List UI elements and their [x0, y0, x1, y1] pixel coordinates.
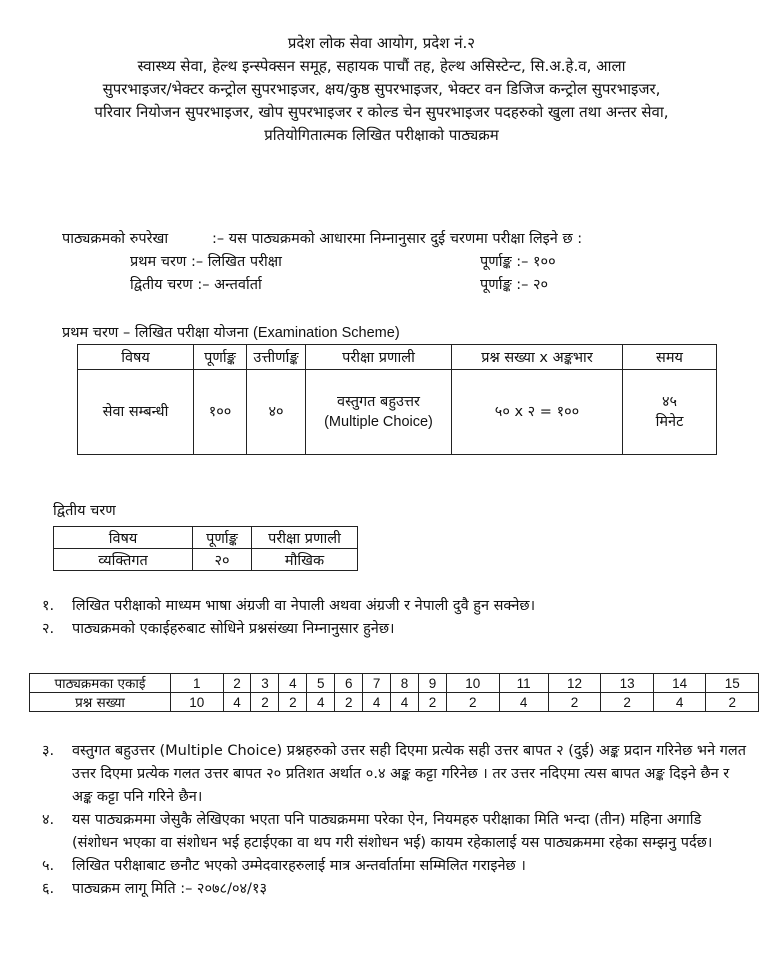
col-pass-marks: उत्तीर्णाङ्क [247, 345, 306, 370]
count-cell: 2 [601, 693, 654, 712]
count-cell: 4 [653, 693, 706, 712]
page-header [0, 32, 763, 147]
notes-list-b [42, 740, 750, 901]
note-text: यस पाठ्यक्रममा जेसुकै लेखिएका भएता पनि पाठ्यक्रममा परेका ऐन, नियमहरु परीक्षाका मिति भन्दा (तीन) महिना अगाडि (संशोधन भएका वा संशोधन भई हटाईएका वा थप गरी संशोधन भई) कायम रहेकालाई यस पाठ्यक्रममा रहेका सम्झनु पर्दछ। [72, 812, 713, 851]
unit-cell: 9 [419, 674, 447, 693]
list-item [42, 618, 742, 641]
header-line-4: परिवार नियोजन सुपरभाइजर, खोप सुपरभाइजर र कोल्ड चेन सुपरभाइजर पदहरुको खुला तथा अन्तर सेवा, [94, 103, 669, 121]
table-row [54, 549, 358, 571]
units-table [29, 673, 759, 712]
row-label-units: पाठ्यक्रमका एकाई [30, 674, 171, 693]
cell-full-marks: १०० [194, 370, 247, 455]
col-exam-system: परीक्षा प्रणाली [306, 345, 452, 370]
table-row [78, 370, 717, 455]
count-cell: 4 [223, 693, 251, 712]
unit-cell: 15 [706, 674, 759, 693]
outline-phase-2-marks: पूर्णाङ्क :– २० [480, 277, 549, 293]
unit-cell: 7 [363, 674, 391, 693]
outline-phase-1-marks: पूर्णाङ्क :– १०० [480, 254, 556, 270]
outline-label: पाठ्यक्रमको रुपरेखा [62, 231, 169, 247]
time-unit: मिनेट [655, 414, 684, 430]
syllabus-outline [62, 228, 722, 297]
cell-subject: सेवा सम्बन्धी [78, 370, 194, 455]
exam-scheme-table [77, 344, 717, 455]
header-line-5: प्रतियोगितात्मक लिखित परीक्षाको पाठ्यक्रम [264, 126, 499, 144]
unit-cell: 8 [391, 674, 419, 693]
note-number: ५. [42, 858, 55, 874]
note-text: पाठ्यक्रमको एकाईहरुबाट सोधिने प्रश्नसंख्या निम्नानुसार हुनेछ। [72, 621, 395, 637]
notes-list-a [42, 595, 742, 641]
outline-phase-2: द्वितीय चरण :– अन्तर्वार्ता [130, 277, 262, 293]
list-item [42, 878, 750, 901]
outline-phase-1: प्रथम चरण :– लिखित परीक्षा [130, 254, 282, 270]
note-number: १. [42, 598, 55, 614]
cell-pass-marks: ४० [247, 370, 306, 455]
outline-text: :– यस पाठ्यक्रमको आधारमा निम्नानुसार दुई चरणमा परीक्षा लिइने छ : [212, 231, 583, 247]
row-label-counts: प्रश्न सख्या [30, 693, 171, 712]
exam-system-np: वस्तुगत बहुउत्तर [337, 394, 420, 410]
count-cell: 2 [251, 693, 279, 712]
count-cell: 4 [391, 693, 419, 712]
col-full-marks: पूर्णाङ्क [194, 345, 247, 370]
cell-exam-system [306, 370, 452, 455]
count-cell: 2 [548, 693, 601, 712]
list-item [42, 595, 742, 618]
col-questions: प्रश्न सख्या x अङ्कभार [452, 345, 623, 370]
scheme-title-en: (Examination Scheme) [252, 325, 400, 341]
unit-cell: 3 [251, 674, 279, 693]
count-cell: 2 [419, 693, 447, 712]
cell-subject: व्यक्तिगत [54, 549, 193, 571]
list-item [42, 855, 750, 878]
note-number: ४. [42, 812, 55, 828]
list-item [42, 809, 750, 855]
unit-cell: 2 [223, 674, 251, 693]
col-exam-system: परीक्षा प्रणाली [252, 527, 358, 549]
count-cell: 2 [279, 693, 307, 712]
col-subject: विषय [78, 345, 194, 370]
table-row [30, 693, 759, 712]
unit-cell: 10 [446, 674, 499, 693]
count-cell: 2 [335, 693, 363, 712]
header-line-3: सुपरभाइजर/भेक्टर कन्ट्रोल सुपरभाइजर, क्षय/कुष्ठ सुपरभाइजर, भेक्टर वन डिजिज कन्ट्रोल सुपरभाइजर, [102, 80, 661, 98]
cell-full-marks: २० [193, 549, 252, 571]
note-number: ६. [42, 881, 55, 897]
table-header-row [78, 345, 717, 370]
count-cell: 2 [706, 693, 759, 712]
note-text: लिखित परीक्षाबाट छनौट भएको उम्मेदवारहरुलाई मात्र अन्तर्वार्तामा सम्मिलित गराइनेछ । [72, 858, 526, 874]
count-cell: 2 [446, 693, 499, 712]
unit-cell: 14 [653, 674, 706, 693]
scheme-title-np: प्रथम चरण – लिखित परीक्षा योजना [62, 325, 249, 341]
cell-questions: ५० x २ = १०० [452, 370, 623, 455]
unit-cell: 4 [279, 674, 307, 693]
count-cell: 4 [363, 693, 391, 712]
note-text: वस्तुगत बहुउत्तर (Multiple Choice) प्रश्नहरुको उत्तर सही दिएमा प्रत्येक सही उत्तर बापत २ (दुई) अङ्क प्रदान गरिनेछ भने गलत उत्तर दिएमा प्रत्येक गलत उत्तर बापत २० प्रतिशत अर्थात ०.४ अङ्क कट्टा गरिनेछ । तर उत्तर नदिएमा त्यस बापत अङ्क दिइने छैन र अङ्क कट्टा पनि गरिने छैन। [72, 743, 747, 805]
cell-exam-system: मौखिक [252, 549, 358, 571]
col-full-marks: पूर्णाङ्क [193, 527, 252, 549]
note-text: लिखित परीक्षाको माध्यम भाषा अंग्रजी वा नेपाली अथवा अंग्रजी र नेपाली दुवै हुन सक्नेछ। [72, 598, 536, 614]
note-number: २. [42, 621, 55, 637]
table-row [30, 674, 759, 693]
exam-system-en: (Multiple Choice) [324, 414, 433, 430]
col-subject: विषय [54, 527, 193, 549]
unit-cell: 6 [335, 674, 363, 693]
note-number: ३. [42, 743, 55, 759]
header-line-2: स्वास्थ्य सेवा, हेल्थ इन्स्पेक्सन समूह, सहायक पाचौं तह, हेल्थ असिस्टेन्ट, सि.अ.हे.व, आला [137, 57, 626, 75]
list-item [42, 740, 750, 809]
count-cell: 4 [499, 693, 548, 712]
time-value: ४५ [661, 394, 678, 410]
unit-cell: 5 [307, 674, 335, 693]
table-header-row [54, 527, 358, 549]
interview-table [53, 526, 358, 571]
header-line-1: प्रदेश लोक सेवा आयोग, प्रदेश नं.२ [287, 34, 476, 52]
count-cell: 4 [307, 693, 335, 712]
unit-cell: 11 [499, 674, 548, 693]
phase-2-title: द्वितीय चरण [53, 503, 116, 519]
count-cell: 10 [171, 693, 224, 712]
note-text: पाठ्यक्रम लागू मिति :– २०७८/०४/१३ [72, 881, 268, 897]
unit-cell: 1 [171, 674, 224, 693]
col-time: समय [623, 345, 717, 370]
unit-cell: 13 [601, 674, 654, 693]
scheme-title [62, 322, 400, 342]
unit-cell: 12 [548, 674, 601, 693]
cell-time [623, 370, 717, 455]
